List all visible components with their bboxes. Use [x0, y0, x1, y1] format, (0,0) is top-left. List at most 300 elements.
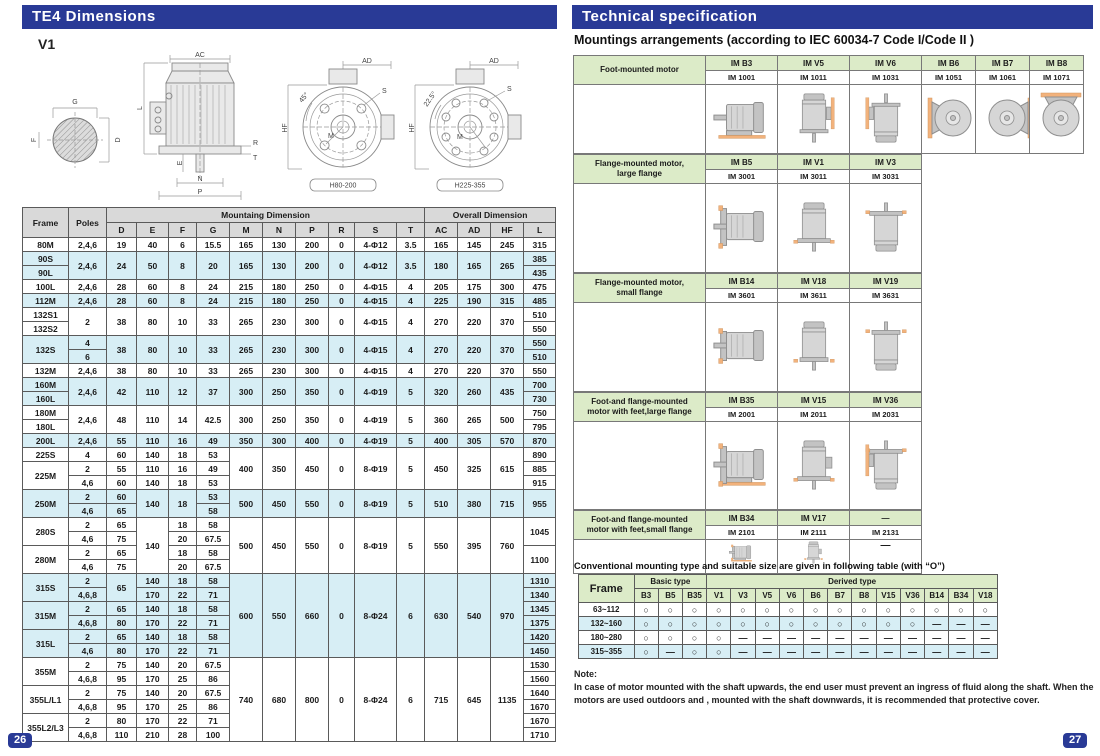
table-cell: 0	[329, 518, 355, 574]
not-available-dash: —	[779, 631, 803, 645]
table-cell: 265	[230, 336, 263, 364]
table-row	[23, 490, 556, 504]
dim-label-n: N	[197, 176, 203, 183]
dim-label-hf: HF	[409, 123, 416, 133]
table-cell: 80	[107, 644, 137, 658]
table-cell: 67.5	[197, 532, 230, 546]
table-cell: 2,4,6	[69, 434, 107, 448]
table-cell: 0	[329, 308, 355, 336]
column-header: N	[263, 223, 296, 238]
table-cell: 2,4,6	[69, 378, 107, 406]
table-cell: 305	[458, 434, 491, 448]
mounting-illustration-cell	[976, 85, 1030, 154]
table-cell: 3.5	[397, 252, 425, 280]
table-cell: 110	[137, 434, 169, 448]
table-cell: 315M	[23, 602, 69, 630]
table-cell: 58	[197, 630, 230, 644]
dimensions-table	[22, 207, 556, 742]
table-cell: 22	[169, 588, 197, 602]
mounting-illustration-cell	[850, 85, 922, 154]
table-cell: 80	[137, 364, 169, 378]
table-cell: 65	[107, 546, 137, 560]
table-row	[579, 603, 998, 617]
im-number: IM 3631	[850, 289, 922, 303]
table-cell: 200L	[23, 434, 69, 448]
dim-label-ad: AD	[489, 58, 499, 65]
page-title-technical-specification: Technical specification	[572, 5, 1093, 29]
table-cell: 38	[107, 308, 137, 336]
dim-label-angle: 45°	[298, 91, 311, 105]
dim-label-p: P	[197, 189, 203, 196]
suitable-mark: ○	[682, 617, 706, 631]
table-cell: 760	[491, 518, 524, 574]
table-cell: 250M	[23, 490, 69, 518]
table-cell: 300	[263, 434, 296, 448]
table-cell: 250	[296, 280, 329, 294]
table-cell: 65	[107, 602, 137, 616]
table-cell: 24	[197, 294, 230, 308]
table-cell: 55	[107, 462, 137, 476]
table-cell: 4-Φ15	[355, 364, 397, 378]
table-cell: 132M	[23, 364, 69, 378]
suitable-mark: ○	[658, 617, 682, 631]
column-header: T	[397, 223, 425, 238]
table-cell: 370	[491, 336, 524, 364]
table-cell: 680	[263, 658, 296, 742]
note-title: Note:	[574, 669, 597, 679]
motor-flange-horizontal	[711, 199, 773, 255]
table-cell: 28	[107, 280, 137, 294]
mounting-type-header: B5	[658, 589, 682, 603]
table-cell: 220	[458, 336, 491, 364]
table-cell: 8-Φ19	[355, 448, 397, 490]
table-cell: 75	[107, 686, 137, 700]
column-header: Poles	[69, 208, 107, 238]
table-cell: 265	[491, 252, 524, 280]
table-cell: 550	[524, 364, 556, 378]
table-cell: 0	[329, 252, 355, 280]
table-cell: 500	[491, 406, 524, 434]
table-cell: 3.5	[397, 238, 425, 252]
table-cell: 8-Φ24	[355, 574, 397, 658]
mounting-illustration-cell	[850, 422, 922, 510]
table-cell: 53	[197, 490, 230, 504]
table-cell: 100	[197, 728, 230, 742]
table-cell: 200	[296, 252, 329, 280]
suitable-mark: ○	[852, 603, 876, 617]
not-available-dash: —	[973, 645, 997, 659]
table-cell: 170	[137, 672, 169, 686]
table-cell: 280S	[23, 518, 69, 546]
table-cell: 485	[524, 294, 556, 308]
table-cell: 1560	[524, 672, 556, 686]
not-available-dash: —	[925, 645, 949, 659]
table-cell: 2,4,6	[69, 406, 107, 434]
table-cell: 5	[397, 434, 425, 448]
table-cell: 6	[169, 238, 197, 252]
frame-range-cell: 63~112	[579, 603, 635, 617]
mounting-group-label: Flange-mounted motor, small flange	[574, 274, 706, 303]
table-row	[23, 434, 556, 448]
table-cell: 20	[169, 560, 197, 574]
conventional-mounting-table	[578, 574, 998, 659]
table-cell: 140	[137, 658, 169, 672]
table-cell: 300	[296, 364, 329, 378]
table-cell: 16	[169, 462, 197, 476]
table-cell: 130	[263, 252, 296, 280]
im-code: IM V17	[778, 511, 850, 526]
table-cell: 1100	[524, 546, 556, 574]
table-cell: 0	[329, 406, 355, 434]
table-cell: 210	[137, 728, 169, 742]
table-cell: 165	[458, 252, 491, 280]
table-row	[23, 238, 556, 252]
column-header: M	[230, 223, 263, 238]
mounting-group-table	[573, 55, 1084, 154]
im-number: IM 3011	[778, 170, 850, 184]
mounting-code-v1-label: V1	[38, 36, 56, 52]
table-row	[23, 378, 556, 392]
suitable-mark: ○	[804, 617, 828, 631]
im-number: IM 3031	[850, 170, 922, 184]
mountings-arrangements-table	[573, 55, 1084, 574]
table-cell: 700	[524, 378, 556, 392]
table-cell: 220	[458, 308, 491, 336]
table-cell: 60	[107, 476, 137, 490]
table-cell: 4,6	[69, 560, 107, 574]
not-available-dash: —	[876, 645, 900, 659]
dim-label-ad: AD	[362, 58, 372, 65]
table-cell: 2,4,6	[69, 252, 107, 280]
table-row	[23, 406, 556, 420]
table-cell: 65	[107, 630, 137, 644]
table-cell: 715	[491, 490, 524, 518]
table-cell: 4,6,8	[69, 616, 107, 630]
column-header: D	[107, 223, 137, 238]
table-cell: 8	[169, 280, 197, 294]
im-number: IM 1051	[922, 71, 976, 85]
page-title-dimensions: TE4 Dimensions	[22, 5, 557, 29]
table-cell: 2	[69, 602, 107, 616]
table-cell: 230	[263, 336, 296, 364]
table-cell: 570	[491, 434, 524, 448]
table-cell: 25	[169, 700, 197, 714]
table-cell: 350	[263, 448, 296, 490]
table-cell: 350	[296, 378, 329, 406]
im-number: IM 3611	[778, 289, 850, 303]
table-cell: 730	[524, 392, 556, 406]
not-available-dash: —	[949, 645, 973, 659]
table-cell: 4-Φ19	[355, 378, 397, 406]
suitable-mark: ○	[634, 631, 658, 645]
not-available-dash: —	[828, 645, 852, 659]
table-cell: 795	[524, 420, 556, 434]
mounting-group-label: Foot-and flange-mounted motor with feet,large flange	[574, 393, 706, 422]
table-cell: 0	[329, 280, 355, 294]
column-header: HF	[491, 223, 524, 238]
dim-label-t: T	[253, 155, 258, 162]
frame-range-cell: 180~280	[579, 631, 635, 645]
table-cell: 4,6,8	[69, 672, 107, 686]
column-header: AC	[425, 223, 458, 238]
mounting-type-header: B3	[634, 589, 658, 603]
table-row	[23, 294, 556, 308]
table-cell: 970	[491, 574, 524, 658]
table-cell: 132S1	[23, 308, 69, 322]
table-cell: 200	[296, 238, 329, 252]
table-cell: 175	[458, 280, 491, 294]
im-code: IM B8	[1030, 56, 1084, 71]
suitable-mark: ○	[634, 617, 658, 631]
table-cell: 110	[137, 462, 169, 476]
mounting-illustration-cell	[850, 303, 922, 392]
table-cell: 4-Φ15	[355, 336, 397, 364]
column-header: G	[197, 223, 230, 238]
dim-label-hf: HF	[282, 123, 289, 133]
table-cell: 0	[329, 574, 355, 658]
table-cell: 8	[169, 294, 197, 308]
table-cell: 225M	[23, 462, 69, 490]
table-cell: 95	[107, 700, 137, 714]
table-cell: 18	[169, 490, 197, 518]
column-header: F	[169, 223, 197, 238]
note-text: In case of motor mounted with the shaft upwards, the end user must prevent an ingress of fluid along the shaft. When the motors are used outdoors and , mounted with the shaft downwards, it is recommended that protective cover.	[574, 682, 1094, 706]
table-cell: 4,6,8	[69, 700, 107, 714]
table-cell: 0	[329, 448, 355, 490]
table-cell: 28	[169, 728, 197, 742]
table-cell: 8-Φ19	[355, 518, 397, 574]
suitable-mark: ○	[949, 603, 973, 617]
im-code: IM V1	[778, 155, 850, 170]
im-code: IM B5	[706, 155, 778, 170]
not-available-dash: —	[658, 645, 682, 659]
table-cell: 110	[137, 406, 169, 434]
table-cell: 400	[230, 448, 263, 490]
table-cell: 915	[524, 476, 556, 490]
mounting-illustration-cell	[850, 184, 922, 273]
im-number: IM 1031	[850, 71, 922, 85]
table-cell: 1310	[524, 574, 556, 588]
mounting-illustration-cell	[706, 422, 778, 510]
table-cell: 955	[524, 490, 556, 518]
frame-range-cell: 315~355	[579, 645, 635, 659]
im-number: IM 2011	[778, 408, 850, 422]
dim-label-m: M	[457, 134, 463, 141]
table-cell: 4	[69, 336, 107, 350]
suitable-mark: ○	[682, 631, 706, 645]
not-available-dash: —	[925, 617, 949, 631]
shaft-section-drawing	[25, 88, 125, 183]
table-cell: 4	[397, 308, 425, 336]
table-cell: 355L2/L3	[23, 714, 69, 742]
column-header: S	[355, 223, 397, 238]
table-cell: 2	[69, 462, 107, 476]
table-cell: 4	[397, 364, 425, 378]
table-cell: 80	[137, 336, 169, 364]
table-cell: 300	[230, 378, 263, 406]
table-cell: 435	[524, 266, 556, 280]
table-cell: 58	[197, 546, 230, 560]
table-row	[579, 631, 998, 645]
table-cell: 67.5	[197, 658, 230, 672]
table-cell: 380	[458, 490, 491, 518]
table-cell: 1045	[524, 518, 556, 546]
suitable-mark: ○	[779, 617, 803, 631]
not-available-dash: —	[828, 631, 852, 645]
table-cell: 265	[230, 364, 263, 378]
dim-label-g: G	[72, 99, 78, 106]
table-cell: 180L	[23, 420, 69, 434]
table-cell: 265	[230, 308, 263, 336]
table-cell: 1340	[524, 588, 556, 602]
table-cell: 71	[197, 644, 230, 658]
table-cell: 660	[296, 574, 329, 658]
suitable-mark: ○	[828, 603, 852, 617]
table-cell: 50	[137, 252, 169, 280]
table-row	[23, 518, 556, 532]
im-code: IM B35	[706, 393, 778, 408]
flange-view-drawing-large-frames	[405, 55, 535, 195]
table-row	[23, 574, 556, 588]
note-block	[574, 668, 1099, 707]
flange-view-drawing-small-frames	[278, 55, 408, 195]
suitable-mark: ○	[707, 631, 731, 645]
table-cell: 4-Φ15	[355, 294, 397, 308]
dim-label-d: D	[115, 137, 122, 143]
table-cell: 5	[397, 406, 425, 434]
table-cell: 53	[197, 448, 230, 462]
table-cell: 8	[169, 252, 197, 280]
table-cell: 24	[107, 252, 137, 280]
suitable-mark: ○	[876, 603, 900, 617]
table-cell: 18	[169, 574, 197, 588]
table-cell: 18	[169, 518, 197, 532]
table-cell: 0	[329, 490, 355, 518]
not-available-dash: —	[973, 631, 997, 645]
table-cell: 18	[169, 476, 197, 490]
table-cell: 38	[107, 336, 137, 364]
column-header: AD	[458, 223, 491, 238]
suitable-mark: ○	[707, 603, 731, 617]
im-number: IM 2031	[850, 408, 922, 422]
table-cell: 100L	[23, 280, 69, 294]
table-cell: 75	[107, 560, 137, 574]
table-cell: 42	[107, 378, 137, 406]
mounting-illustration-cell	[778, 303, 850, 392]
table-cell: 140	[137, 490, 169, 518]
table-cell: 86	[197, 700, 230, 714]
im-number: IM 2001	[706, 408, 778, 422]
table-cell: 170	[137, 644, 169, 658]
table-cell: 67.5	[197, 560, 230, 574]
im-code: IM B3	[706, 56, 778, 71]
suitable-mark: ○	[779, 603, 803, 617]
table-cell: 33	[197, 336, 230, 364]
motor-foot-shaft-up	[855, 90, 917, 146]
table-cell: 140	[137, 602, 169, 616]
table-cell: 22	[169, 714, 197, 728]
table-cell: 550	[524, 336, 556, 350]
table-cell: 510	[524, 350, 556, 364]
mounting-group-table	[573, 392, 922, 510]
table-cell: 270	[425, 308, 458, 336]
mounting-illustration-cell	[778, 85, 850, 154]
table-cell: 2	[69, 490, 107, 504]
table-row	[23, 364, 556, 378]
table-cell: 2,4,6	[69, 294, 107, 308]
dim-label-r: R	[253, 140, 259, 147]
suitable-mark: ○	[755, 617, 779, 631]
im-number: IM 1011	[778, 71, 850, 85]
table-cell: 110	[137, 378, 169, 406]
mounting-group-table	[573, 154, 922, 273]
mounting-type-header: B35	[682, 589, 706, 603]
table-cell: 18	[169, 448, 197, 462]
table-cell: 400	[425, 434, 458, 448]
mounting-illustration-cell	[706, 303, 778, 392]
table-cell: 1450	[524, 644, 556, 658]
im-code: IM V5	[778, 56, 850, 71]
table-cell: 300	[230, 406, 263, 434]
table-cell: 0	[329, 238, 355, 252]
not-available-dash: —	[779, 645, 803, 659]
table-cell: 630	[425, 574, 458, 658]
table-cell: 800	[296, 658, 329, 742]
dim-label-e: E	[177, 160, 184, 166]
table-cell: 0	[329, 294, 355, 308]
table-cell: 0	[329, 378, 355, 406]
im-code: IM V19	[850, 274, 922, 289]
table-row	[579, 645, 998, 659]
table-cell: 270	[425, 336, 458, 364]
table-cell: 1135	[491, 658, 524, 742]
suitable-mark: ○	[731, 603, 755, 617]
table-cell: 4	[397, 336, 425, 364]
table-cell: 10	[169, 336, 197, 364]
table-cell: 385	[524, 252, 556, 266]
column-header: R	[329, 223, 355, 238]
table-cell: 33	[197, 364, 230, 378]
table-cell: 8-Φ24	[355, 658, 397, 742]
table-cell: 740	[230, 658, 263, 742]
im-code: IM V3	[850, 155, 922, 170]
dimensions-table-grid	[22, 207, 556, 742]
table-cell: 510	[524, 308, 556, 322]
table-cell: 270	[425, 364, 458, 378]
not-available-dash: —	[876, 631, 900, 645]
table-cell: 265	[458, 406, 491, 434]
motor-wall-left	[922, 90, 976, 146]
suitable-mark: ○	[682, 603, 706, 617]
table-cell: 5	[397, 448, 425, 490]
table-cell: 65	[107, 518, 137, 532]
table-cell: 1375	[524, 616, 556, 630]
table-cell: 715	[425, 658, 458, 742]
table-cell: 315	[491, 294, 524, 308]
mounting-illustration-cell	[922, 85, 976, 154]
table-cell: 0	[329, 364, 355, 378]
suitable-mark: ○	[852, 617, 876, 631]
table-cell: 4,6,8	[69, 588, 107, 602]
suitable-mark: ○	[658, 631, 682, 645]
column-header: E	[137, 223, 169, 238]
motor-flange-shaft-up	[855, 199, 917, 255]
mounting-group-label: Foot-mounted motor	[574, 56, 706, 85]
table-cell: 4-Φ19	[355, 406, 397, 434]
mounting-illustration-cell	[706, 184, 778, 273]
mounting-type-header: V36	[900, 589, 924, 603]
dim-label-angle: 22.5°	[422, 90, 439, 109]
